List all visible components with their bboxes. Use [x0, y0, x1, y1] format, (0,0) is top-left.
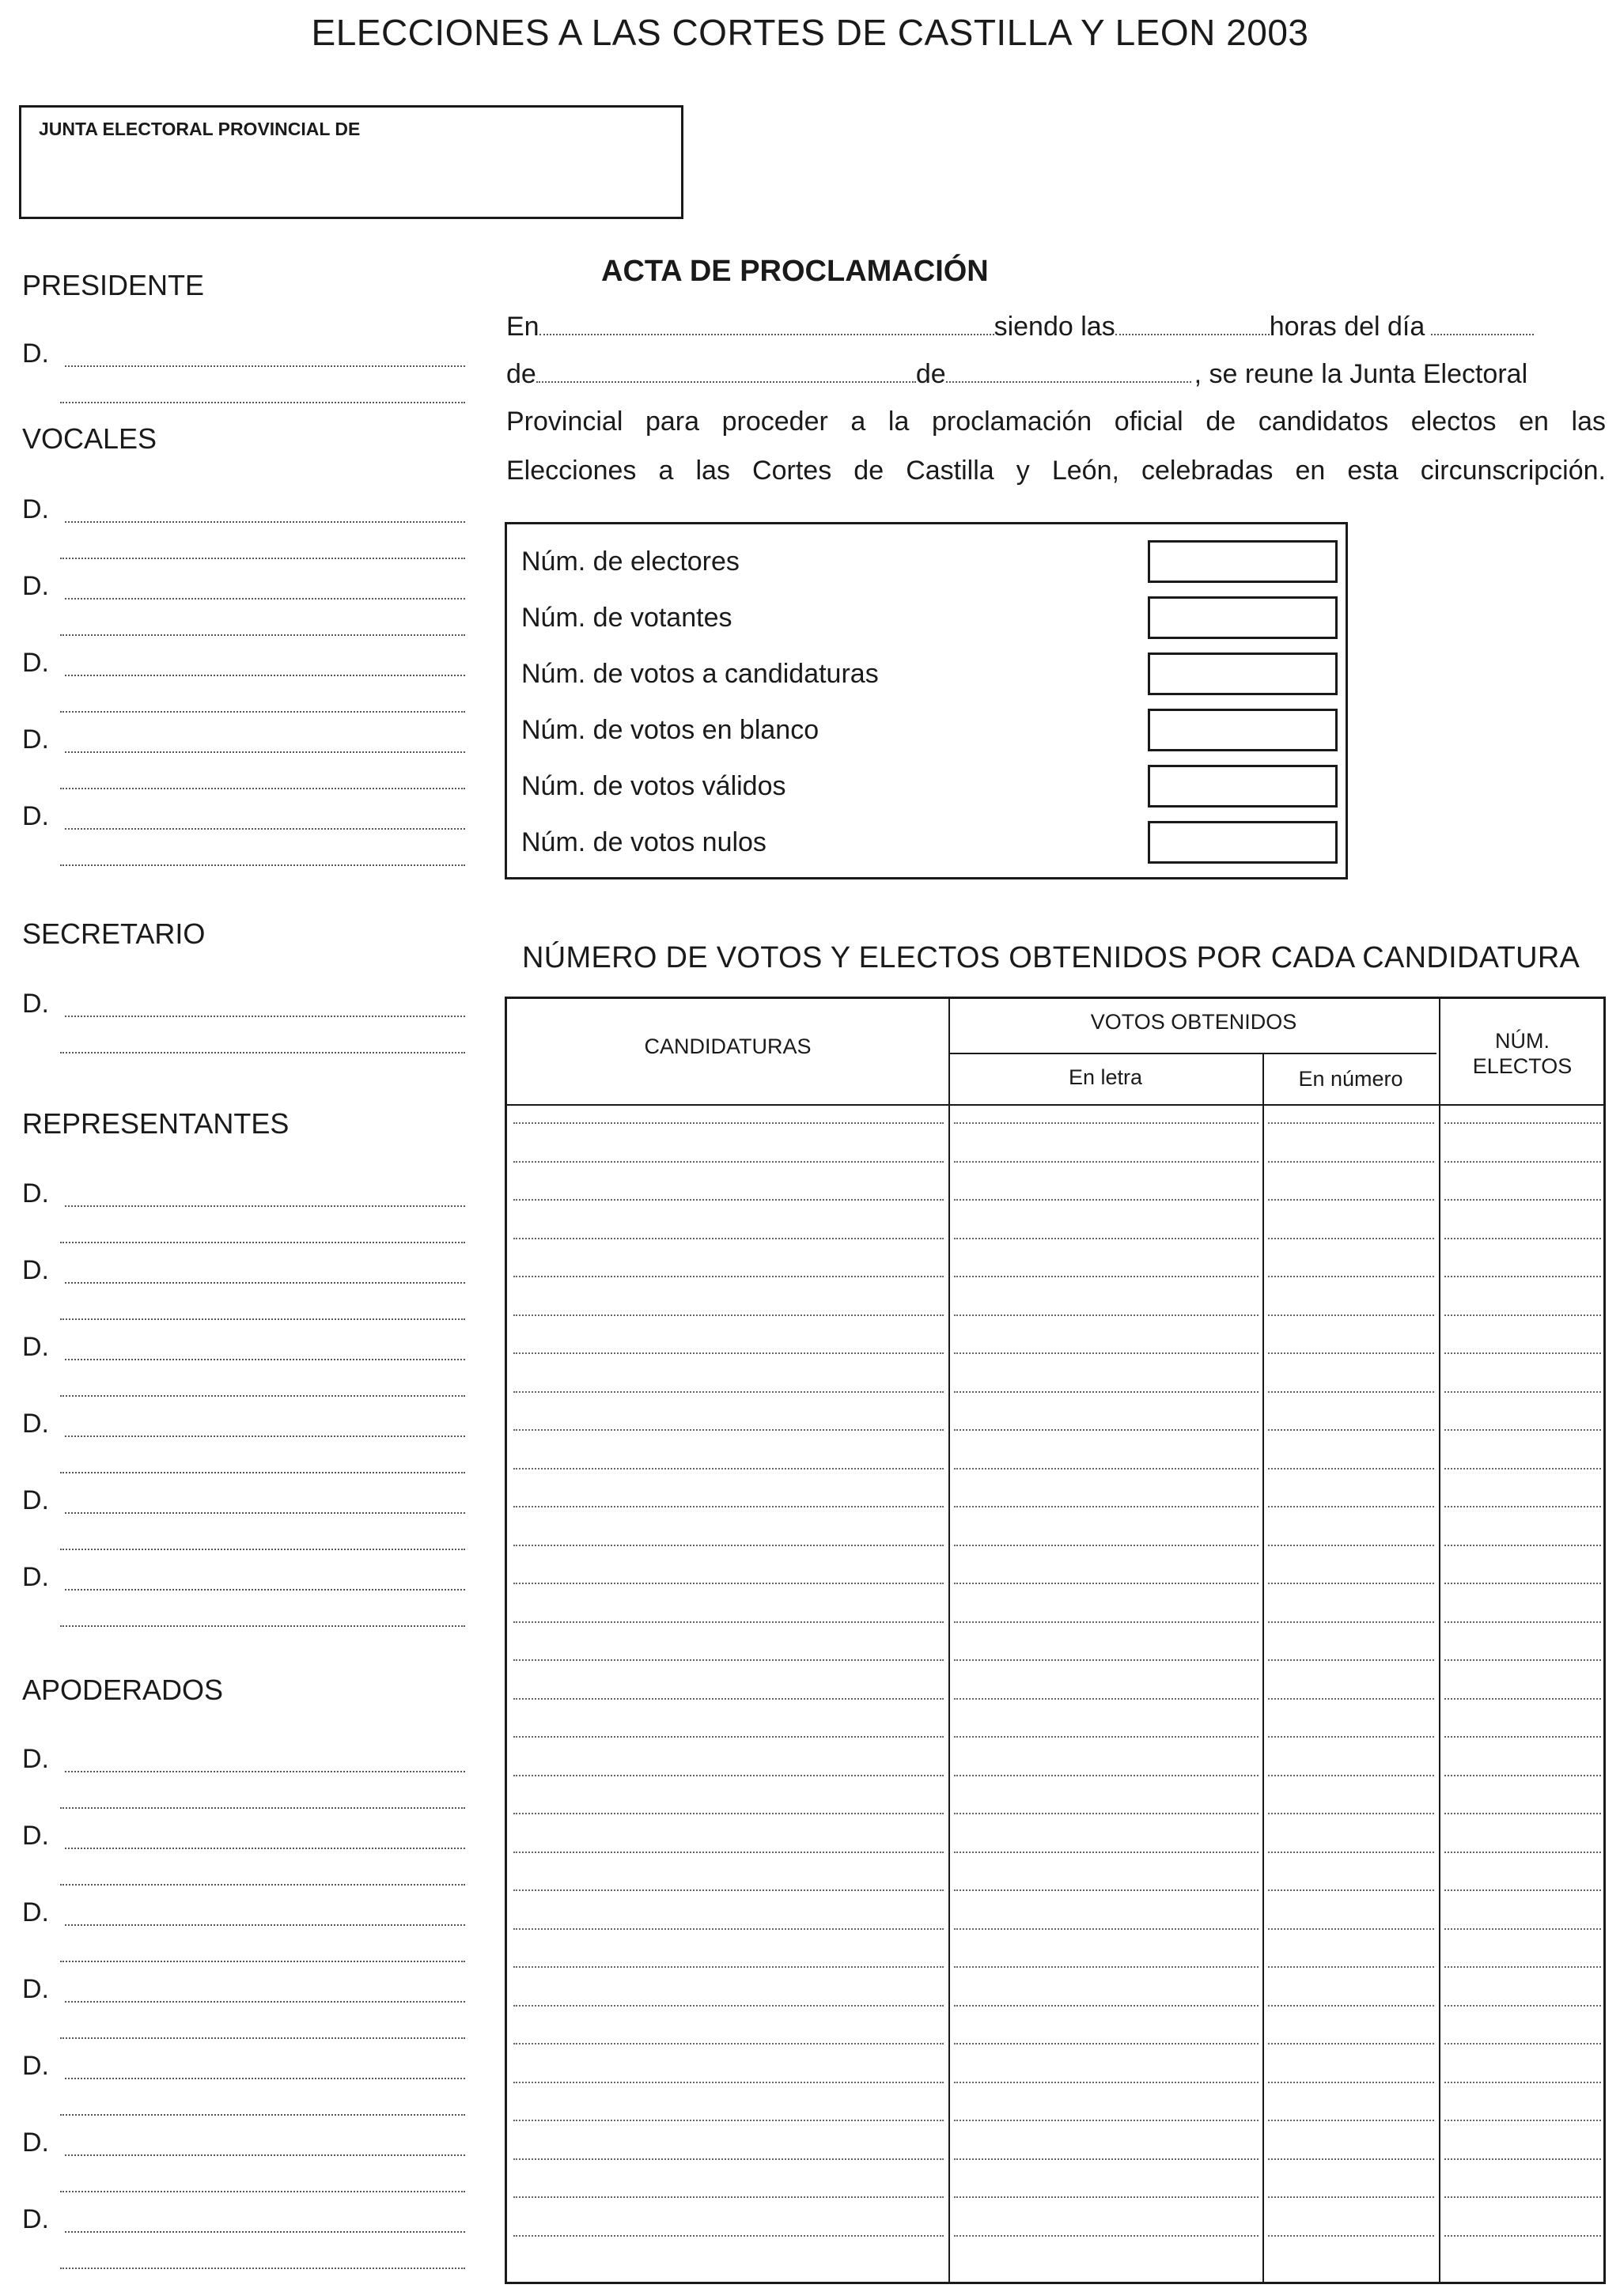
name-line[interactable] — [60, 2268, 465, 2269]
name-line[interactable] — [60, 1052, 465, 1053]
table-writing-line[interactable] — [1268, 1238, 1434, 1239]
count-input-field[interactable] — [1148, 709, 1338, 751]
name-entry[interactable] — [22, 2128, 465, 2191]
table-writing-line[interactable] — [954, 1889, 1259, 1891]
table-writing-line[interactable] — [513, 2235, 944, 2237]
table-writing-line[interactable] — [954, 1928, 1259, 1930]
header-bottom-line — [507, 1104, 1603, 1106]
name-entry[interactable] — [22, 571, 465, 634]
table-writing-line[interactable] — [954, 2120, 1259, 2121]
table-writing-line[interactable] — [513, 1161, 944, 1163]
table-writing-line[interactable] — [1268, 1775, 1434, 1776]
d-prefix: D. — [22, 339, 49, 369]
table-writing-line[interactable] — [1444, 1429, 1601, 1431]
name-line[interactable] — [60, 1884, 465, 1886]
table-writing-line[interactable] — [1444, 2158, 1601, 2160]
year-field[interactable] — [946, 357, 1191, 383]
table-writing-line[interactable] — [513, 1621, 944, 1623]
section-heading: PRESIDENTE — [22, 269, 205, 301]
name-line[interactable] — [60, 1318, 465, 1320]
table-writing-line[interactable] — [1444, 1928, 1601, 1930]
table-writing-line[interactable] — [513, 1314, 944, 1316]
table-writing-line[interactable] — [1444, 2235, 1601, 2237]
table-writing-line[interactable] — [954, 1199, 1259, 1201]
table-writing-line[interactable] — [954, 1391, 1259, 1393]
name-line[interactable] — [60, 2114, 465, 2116]
table-writing-line[interactable] — [954, 1314, 1259, 1316]
table-writing-line[interactable] — [1444, 1276, 1601, 1277]
table-writing-line[interactable] — [954, 2235, 1259, 2237]
name-line[interactable] — [60, 1961, 465, 1962]
d-prefix: D. — [22, 989, 49, 1019]
table-writing-line[interactable] — [513, 1391, 944, 1393]
results-table-title: NÚMERO DE VOTOS Y ELECTOS OBTENIDOS POR CADA CANDIDATURA — [522, 941, 1580, 974]
name-line[interactable] — [65, 1848, 465, 1849]
name-line[interactable] — [65, 2231, 465, 2233]
d-prefix: D. — [22, 648, 49, 678]
table-writing-line[interactable] — [954, 1852, 1259, 1853]
table-writing-line[interactable] — [513, 1238, 944, 1239]
d-prefix: D. — [22, 1562, 49, 1592]
table-writing-line[interactable] — [1444, 1889, 1601, 1891]
table-writing-line[interactable] — [1268, 1928, 1434, 1930]
d-prefix: D. — [22, 1332, 49, 1362]
count-row — [521, 765, 1336, 812]
table-writing-line[interactable] — [513, 1659, 944, 1661]
name-line[interactable] — [65, 675, 465, 676]
junta-electoral-label: JUNTA ELECTORAL PROVINCIAL DE — [39, 119, 361, 139]
table-writing-line[interactable] — [1268, 2005, 1434, 2007]
d-prefix: D. — [22, 2051, 49, 2081]
name-line[interactable] — [60, 558, 465, 559]
table-writing-line[interactable] — [954, 2043, 1259, 2044]
name-line[interactable] — [60, 2037, 465, 2039]
table-writing-line[interactable] — [513, 1889, 944, 1891]
table-writing-line[interactable] — [513, 1545, 944, 1546]
acta-title: ACTA DE PROCLAMACIÓN — [601, 255, 989, 288]
col-divider — [1439, 999, 1440, 2282]
col-candidaturas-header: CANDIDATURAS — [644, 1035, 812, 1058]
table-writing-line[interactable] — [1444, 1506, 1601, 1507]
table-writing-line[interactable] — [1268, 1506, 1434, 1507]
table-writing-line[interactable] — [1444, 1199, 1601, 1201]
name-line[interactable] — [60, 2191, 465, 2192]
table-writing-line[interactable] — [1444, 2043, 1601, 2044]
count-row — [521, 652, 1336, 700]
name-entry[interactable] — [22, 339, 465, 402]
table-writing-line[interactable] — [1444, 1775, 1601, 1776]
name-line[interactable] — [65, 828, 465, 830]
acta-line-1 — [506, 310, 1606, 348]
d-prefix: D. — [22, 2204, 49, 2234]
table-writing-line[interactable] — [1268, 1813, 1434, 1814]
acta-line-4: Elecciones a las Cortes de Castilla y León, celebradas en esta circunscripción. — [506, 456, 1606, 486]
name-entry[interactable] — [22, 1178, 465, 1242]
table-writing-line[interactable] — [1444, 2196, 1601, 2198]
name-line[interactable] — [60, 402, 465, 403]
name-line[interactable] — [60, 1807, 465, 1809]
count-label: Núm. de votos a candidaturas — [521, 659, 879, 689]
table-writing-line[interactable] — [1268, 2120, 1434, 2121]
table-writing-line[interactable] — [1268, 1276, 1434, 1277]
table-writing-line[interactable] — [954, 1352, 1259, 1354]
table-writing-line[interactable] — [1444, 2005, 1601, 2007]
name-entry[interactable] — [22, 1744, 465, 1807]
d-prefix: D. — [22, 1255, 49, 1285]
table-writing-line[interactable] — [1268, 2082, 1434, 2083]
table-writing-line[interactable] — [954, 1736, 1259, 1738]
table-writing-line[interactable] — [1268, 1122, 1434, 1124]
name-line[interactable] — [60, 1395, 465, 1397]
table-writing-line[interactable] — [1268, 1314, 1434, 1316]
table-writing-line[interactable] — [954, 1813, 1259, 1814]
name-line[interactable] — [65, 1282, 465, 1284]
name-entry[interactable] — [22, 724, 465, 788]
col-letra-header: En letra — [1068, 1065, 1143, 1089]
table-writing-line[interactable] — [1268, 1352, 1434, 1354]
col-electos-header-1: NÚM. — [1495, 1029, 1550, 1053]
acta-de-label-2: de — [915, 359, 946, 389]
table-writing-line[interactable] — [513, 1506, 944, 1507]
count-label: Núm. de votos nulos — [521, 827, 766, 857]
table-writing-line[interactable] — [954, 1468, 1259, 1470]
count-row — [521, 821, 1336, 868]
table-writing-line[interactable] — [954, 2158, 1259, 2160]
count-input-field[interactable] — [1148, 652, 1338, 695]
table-writing-line[interactable] — [1444, 1545, 1601, 1546]
table-writing-line[interactable] — [1444, 1659, 1601, 1661]
d-prefix: D. — [22, 1744, 49, 1774]
acta-siendo-label: siendo las — [994, 312, 1115, 342]
name-line[interactable] — [60, 711, 465, 713]
table-writing-line[interactable] — [1444, 1583, 1601, 1584]
d-prefix: D. — [22, 1821, 49, 1851]
table-writing-line[interactable] — [1444, 1352, 1601, 1354]
name-entry[interactable] — [22, 989, 465, 1052]
count-row — [521, 596, 1336, 644]
table-writing-line[interactable] — [513, 1122, 944, 1124]
name-entry[interactable] — [22, 2051, 465, 2114]
col-numero-header: En número — [1298, 1067, 1403, 1091]
section-heading: VOCALES — [22, 422, 157, 455]
col-electos-header-2: ELECTOS — [1472, 1054, 1573, 1078]
name-entry[interactable] — [22, 1332, 465, 1395]
document-title: ELECCIONES A LAS CORTES DE CASTILLA Y LEON 2003 — [311, 12, 1309, 53]
count-input-field[interactable] — [1148, 596, 1338, 639]
table-writing-line[interactable] — [1444, 1391, 1601, 1393]
name-entry[interactable] — [22, 1897, 465, 1961]
col-votos-header: VOTOS OBTENIDOS — [1090, 1010, 1297, 1034]
table-writing-line[interactable] — [513, 1736, 944, 1738]
d-prefix: D. — [22, 571, 49, 601]
count-label: Núm. de votos en blanco — [521, 715, 819, 745]
name-line[interactable] — [65, 1512, 465, 1514]
table-writing-line[interactable] — [513, 1775, 944, 1776]
name-entry[interactable] — [22, 1974, 465, 2037]
d-prefix: D. — [22, 1178, 49, 1209]
name-line[interactable] — [65, 1016, 465, 1017]
hour-field[interactable] — [1115, 310, 1270, 335]
table-writing-line[interactable] — [513, 1928, 944, 1930]
name-line[interactable] — [60, 864, 465, 866]
name-entry[interactable] — [22, 1409, 465, 1472]
table-writing-line[interactable] — [954, 2082, 1259, 2083]
table-writing-line[interactable] — [1444, 1698, 1601, 1700]
table-writing-line[interactable] — [513, 1199, 944, 1201]
acta-horas-label: horas del día — [1269, 312, 1425, 342]
table-writing-line[interactable] — [954, 2196, 1259, 2198]
table-writing-line[interactable] — [513, 2005, 944, 2007]
name-entry[interactable] — [22, 1255, 465, 1318]
table-writing-line[interactable] — [1268, 1736, 1434, 1738]
table-writing-line[interactable] — [1268, 1429, 1434, 1431]
table-writing-line[interactable] — [954, 1238, 1259, 1239]
name-line[interactable] — [65, 598, 465, 600]
table-writing-line[interactable] — [1444, 1161, 1601, 1163]
acta-reune-text: , se reune la Junta Electoral — [1194, 359, 1528, 389]
d-prefix: D. — [22, 801, 49, 831]
section-heading: REPRESENTANTES — [22, 1107, 290, 1140]
name-line[interactable] — [65, 2078, 465, 2079]
name-entry[interactable] — [22, 1562, 465, 1625]
name-entry[interactable] — [22, 801, 465, 864]
table-writing-line[interactable] — [1268, 2196, 1434, 2198]
name-line[interactable] — [65, 1359, 465, 1360]
table-writing-line[interactable] — [1268, 1852, 1434, 1853]
d-prefix: D. — [22, 1897, 49, 1927]
table-writing-line[interactable] — [1444, 2120, 1601, 2121]
table-writing-line[interactable] — [513, 2158, 944, 2160]
table-writing-line[interactable] — [513, 1813, 944, 1814]
section-heading: SECRETARIO — [22, 917, 206, 950]
table-writing-line[interactable] — [954, 1429, 1259, 1431]
table-writing-line[interactable] — [1444, 2082, 1601, 2083]
junta-electoral-field[interactable] — [19, 105, 683, 219]
table-writing-line[interactable] — [1444, 1852, 1601, 1853]
name-entry[interactable] — [22, 2204, 465, 2268]
count-input-field[interactable] — [1148, 765, 1338, 808]
table-writing-line[interactable] — [1268, 1391, 1434, 1393]
counts-box — [505, 522, 1348, 879]
table-writing-line[interactable] — [1444, 1238, 1601, 1239]
table-writing-line[interactable] — [513, 2043, 944, 2044]
table-writing-line[interactable] — [954, 1659, 1259, 1661]
name-line[interactable] — [60, 1472, 465, 1473]
table-writing-line[interactable] — [513, 2196, 944, 2198]
table-writing-line[interactable] — [954, 1506, 1259, 1507]
name-line[interactable] — [65, 1435, 465, 1437]
section-heading: APODERADOS — [22, 1674, 224, 1706]
month-field[interactable] — [536, 357, 916, 383]
count-row — [521, 709, 1336, 756]
table-writing-line[interactable] — [1444, 1621, 1601, 1623]
table-writing-line[interactable] — [954, 1621, 1259, 1623]
name-line[interactable] — [65, 365, 465, 367]
acta-en-label: En — [506, 312, 539, 342]
name-line[interactable] — [60, 634, 465, 636]
table-writing-line[interactable] — [1268, 1199, 1434, 1201]
table-writing-line[interactable] — [1268, 1659, 1434, 1661]
count-label: Núm. de votantes — [521, 603, 732, 633]
table-writing-line[interactable] — [954, 1545, 1259, 1546]
table-writing-line[interactable] — [1444, 1468, 1601, 1470]
count-label: Núm. de electores — [521, 547, 740, 577]
table-writing-line[interactable] — [954, 1698, 1259, 1700]
table-writing-line[interactable] — [513, 1352, 944, 1354]
name-entry[interactable] — [22, 1821, 465, 1884]
name-line[interactable] — [65, 2154, 465, 2156]
name-entry[interactable] — [22, 648, 465, 711]
acta-line-2 — [506, 357, 1606, 395]
table-writing-line[interactable] — [513, 1429, 944, 1431]
day-field[interactable] — [1431, 310, 1534, 335]
table-writing-line[interactable] — [513, 1852, 944, 1853]
table-writing-line[interactable] — [954, 1161, 1259, 1163]
count-row — [521, 540, 1336, 588]
name-line[interactable] — [65, 1589, 465, 1591]
name-line[interactable] — [65, 1771, 465, 1772]
d-prefix: D. — [22, 724, 49, 755]
name-entry[interactable] — [22, 494, 465, 558]
name-line[interactable] — [60, 1549, 465, 1550]
table-writing-line[interactable] — [1444, 1813, 1601, 1814]
table-writing-line[interactable] — [1444, 1736, 1601, 1738]
col-divider — [1262, 1053, 1264, 2282]
name-line[interactable] — [65, 521, 465, 523]
name-entry[interactable] — [22, 1485, 465, 1549]
table-writing-line[interactable] — [954, 1276, 1259, 1277]
name-line[interactable] — [60, 1242, 465, 1243]
table-writing-line[interactable] — [1444, 1314, 1601, 1316]
table-writing-line[interactable] — [1268, 1966, 1434, 1968]
acta-de-label-1: de — [506, 359, 536, 389]
d-prefix: D. — [22, 2128, 49, 2158]
table-writing-line[interactable] — [513, 2082, 944, 2083]
table-writing-line[interactable] — [1268, 1621, 1434, 1623]
count-input-field[interactable] — [1148, 821, 1338, 864]
header-subdivider — [948, 1053, 1436, 1054]
name-line[interactable] — [65, 1205, 465, 1207]
table-writing-line[interactable] — [513, 1468, 944, 1470]
name-line[interactable] — [65, 1924, 465, 1926]
table-writing-line[interactable] — [1444, 1966, 1601, 1968]
table-writing-line[interactable] — [513, 1276, 944, 1277]
d-prefix: D. — [22, 494, 49, 524]
table-writing-line[interactable] — [1268, 2158, 1434, 2160]
name-line[interactable] — [60, 788, 465, 789]
table-writing-line[interactable] — [954, 2005, 1259, 2007]
table-writing-line[interactable] — [954, 1966, 1259, 1968]
table-writing-line[interactable] — [954, 1775, 1259, 1776]
name-line[interactable] — [65, 2001, 465, 2003]
count-label: Núm. de votos válidos — [521, 771, 786, 801]
table-writing-line[interactable] — [513, 1698, 944, 1700]
table-writing-line[interactable] — [1268, 2043, 1434, 2044]
table-writing-line[interactable] — [1444, 1122, 1601, 1124]
d-prefix: D. — [22, 1409, 49, 1439]
place-field[interactable] — [539, 310, 994, 335]
count-input-field[interactable] — [1148, 540, 1338, 583]
table-writing-line[interactable] — [1268, 1583, 1434, 1584]
results-table — [505, 997, 1606, 2284]
table-writing-line[interactable] — [1268, 1545, 1434, 1546]
name-line[interactable] — [60, 1625, 465, 1627]
table-writing-line[interactable] — [1268, 2235, 1434, 2237]
col-divider — [948, 999, 950, 2282]
table-writing-line[interactable] — [1268, 1889, 1434, 1891]
d-prefix: D. — [22, 1974, 49, 2004]
table-writing-line[interactable] — [1268, 1161, 1434, 1163]
acta-line-3: Provincial para proceder a la proclamación oficial de candidatos electos en las — [506, 407, 1606, 437]
table-writing-line[interactable] — [513, 2120, 944, 2121]
table-writing-line[interactable] — [513, 1966, 944, 1968]
table-writing-line[interactable] — [954, 1122, 1259, 1124]
d-prefix: D. — [22, 1485, 49, 1515]
name-line[interactable] — [65, 751, 465, 753]
table-writing-line[interactable] — [1268, 1468, 1434, 1470]
table-writing-line[interactable] — [1268, 1698, 1434, 1700]
table-writing-line[interactable] — [954, 1583, 1259, 1584]
table-writing-line[interactable] — [513, 1583, 944, 1584]
